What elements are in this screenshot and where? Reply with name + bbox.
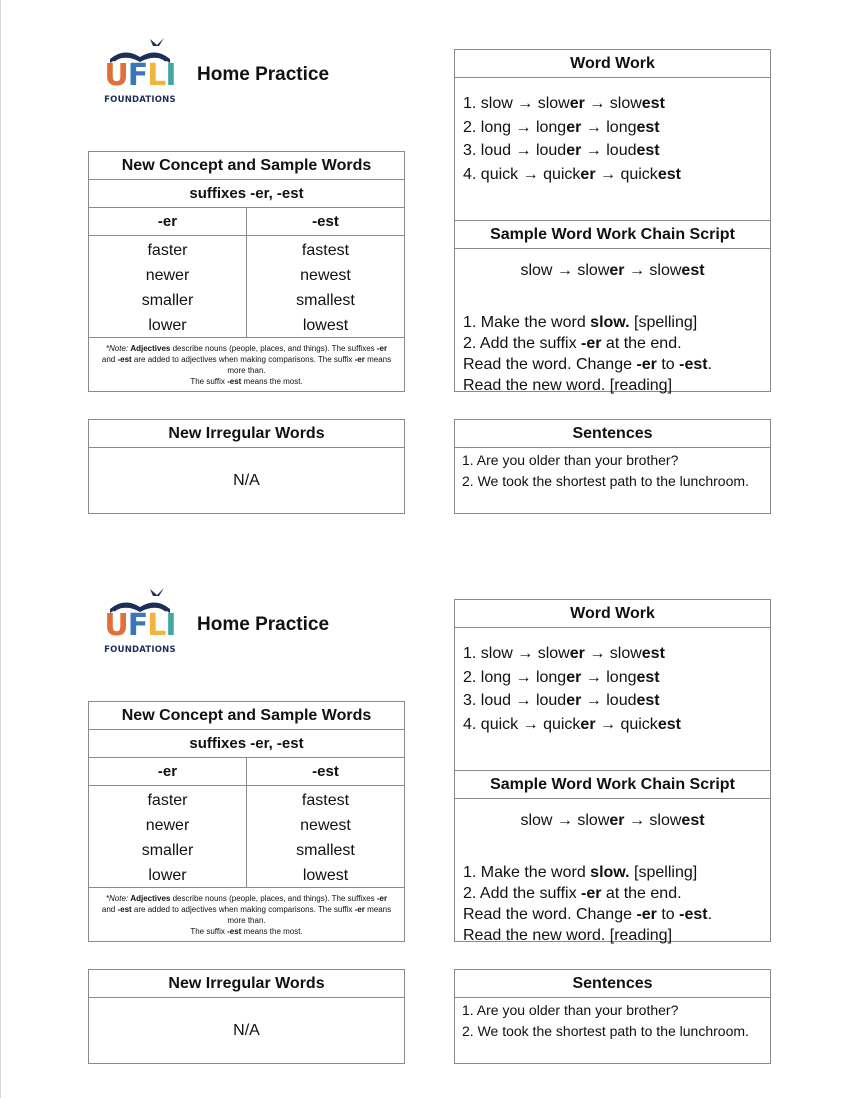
- sentence: 1. Are you older than your brother?: [462, 452, 679, 468]
- col-est-header: -est: [312, 763, 339, 780]
- er-word: newer: [145, 817, 190, 834]
- word-work-header: Word Work: [455, 600, 770, 628]
- script-line: Read the new word. [reading]: [463, 927, 673, 944]
- script-line: Read the word. Change -er to -est.: [463, 356, 713, 373]
- col-er-header: -er: [89, 758, 247, 785]
- word-work-item: 3. loud → louder → loudest: [463, 692, 660, 709]
- word-work-item: 3. loud → louder → loudest: [463, 142, 660, 159]
- chain-example: slow → slower → slowest: [520, 262, 705, 279]
- est-word: lowest: [302, 317, 349, 334]
- est-word: fastest: [301, 792, 350, 809]
- word-work-item: 4. quick → quicker → quickest: [463, 165, 681, 183]
- er-word: smaller: [141, 842, 194, 859]
- word-work-list: [455, 628, 770, 771]
- er-word: lower: [148, 867, 187, 884]
- concept-subheader: suffixes -er, -est: [89, 180, 404, 208]
- script-line: 1. Make the word slow. [spelling]: [463, 864, 698, 881]
- chain-script: [455, 312, 770, 396]
- sentences-header: Sentences: [455, 970, 770, 998]
- concept-note: *Note: Adjectives describe nouns (people, places, and things). The suffixes -er and -est are added to adjectives when making comparisons. The suffix -er means more than. The suffix -est means the most.: [101, 344, 392, 386]
- word-work-item: 2. long → longer → longest: [463, 118, 660, 136]
- sentence: 2. We took the shortest path to the lunchroom.: [462, 1023, 749, 1039]
- irregular-header: New Irregular Words: [89, 970, 404, 998]
- sample-words: [89, 236, 404, 338]
- chain-script: [455, 862, 770, 946]
- logo-brand: UFLI: [104, 58, 176, 93]
- word-work-item: 1. slow → slower → slowest: [463, 645, 665, 662]
- practice-card-2: [0, 550, 854, 1090]
- irregular-header: New Irregular Words: [89, 420, 404, 448]
- sentence: 1. Are you older than your brother?: [462, 1002, 679, 1018]
- er-word: smaller: [141, 292, 194, 309]
- word-work-item: 4. quick → quicker → quickest: [463, 715, 681, 733]
- er-word: faster: [147, 792, 188, 809]
- new-concept-box: [88, 151, 405, 392]
- sentence: 2. We took the shortest path to the lunchroom.: [462, 473, 749, 489]
- est-word-list: [247, 786, 404, 887]
- chain-script-header: Sample Word Work Chain Script: [455, 771, 770, 799]
- sample-words: [89, 786, 404, 888]
- irregular-value: N/A: [233, 1022, 260, 1039]
- logo-subtitle: FOUNDATIONS: [104, 95, 176, 105]
- new-concept-box: [88, 701, 405, 942]
- er-word-list: [89, 236, 247, 337]
- sentences-box: [454, 419, 771, 514]
- est-word: smallest: [296, 292, 355, 309]
- col-est-header: -est: [312, 213, 339, 230]
- ufli-logo: [104, 587, 176, 659]
- word-work-item: 1. slow → slower → slowest: [463, 95, 665, 112]
- word-work-box: [454, 49, 771, 392]
- col-er-header: -er: [89, 208, 247, 235]
- est-word: smallest: [296, 842, 355, 859]
- er-word: faster: [147, 242, 188, 259]
- chain-script-header: Sample Word Work Chain Script: [455, 221, 770, 249]
- ufli-logo: [104, 37, 176, 109]
- home-practice-title: Home Practice: [197, 64, 330, 85]
- logo-brand: UFLI: [104, 608, 176, 643]
- irregular-words-box: [88, 419, 405, 514]
- word-work-list: [455, 78, 770, 221]
- sentences-list: [455, 448, 770, 491]
- script-line: Read the new word. [reading]: [463, 377, 673, 394]
- concept-note: *Note: Adjectives describe nouns (people, places, and things). The suffixes -er and -est are added to adjectives when making comparisons. The suffix -er means more than. The suffix -est means the most.: [101, 894, 392, 936]
- est-word: lowest: [302, 867, 349, 884]
- est-word-list: [247, 236, 404, 337]
- script-line: Read the word. Change -er to -est.: [463, 906, 713, 923]
- est-word: fastest: [301, 242, 350, 259]
- irregular-words-box: [88, 969, 405, 1064]
- chain-example: slow → slower → slowest: [520, 812, 705, 829]
- concept-columns: [89, 208, 404, 236]
- script-line: 2. Add the suffix -er at the end.: [463, 335, 682, 352]
- word-work-box: [454, 599, 771, 942]
- er-word: lower: [148, 317, 187, 334]
- concept-header: New Concept and Sample Words: [89, 702, 404, 730]
- concept-header: New Concept and Sample Words: [89, 152, 404, 180]
- concept-subheader: suffixes -er, -est: [89, 730, 404, 758]
- script-line: 1. Make the word slow. [spelling]: [463, 314, 698, 331]
- sentences-box: [454, 969, 771, 1064]
- er-word-list: [89, 786, 247, 887]
- sentences-list: [455, 998, 770, 1041]
- est-word: newest: [300, 817, 351, 834]
- concept-columns: [89, 758, 404, 786]
- logo-subtitle: FOUNDATIONS: [104, 645, 176, 655]
- irregular-value: N/A: [233, 472, 260, 489]
- practice-card-1: [0, 0, 854, 540]
- sentences-header: Sentences: [455, 420, 770, 448]
- script-line: 2. Add the suffix -er at the end.: [463, 885, 682, 902]
- word-work-item: 2. long → longer → longest: [463, 668, 660, 686]
- word-work-header: Word Work: [455, 50, 770, 78]
- est-word: newest: [300, 267, 351, 284]
- home-practice-title: Home Practice: [197, 614, 330, 635]
- er-word: newer: [145, 267, 190, 284]
